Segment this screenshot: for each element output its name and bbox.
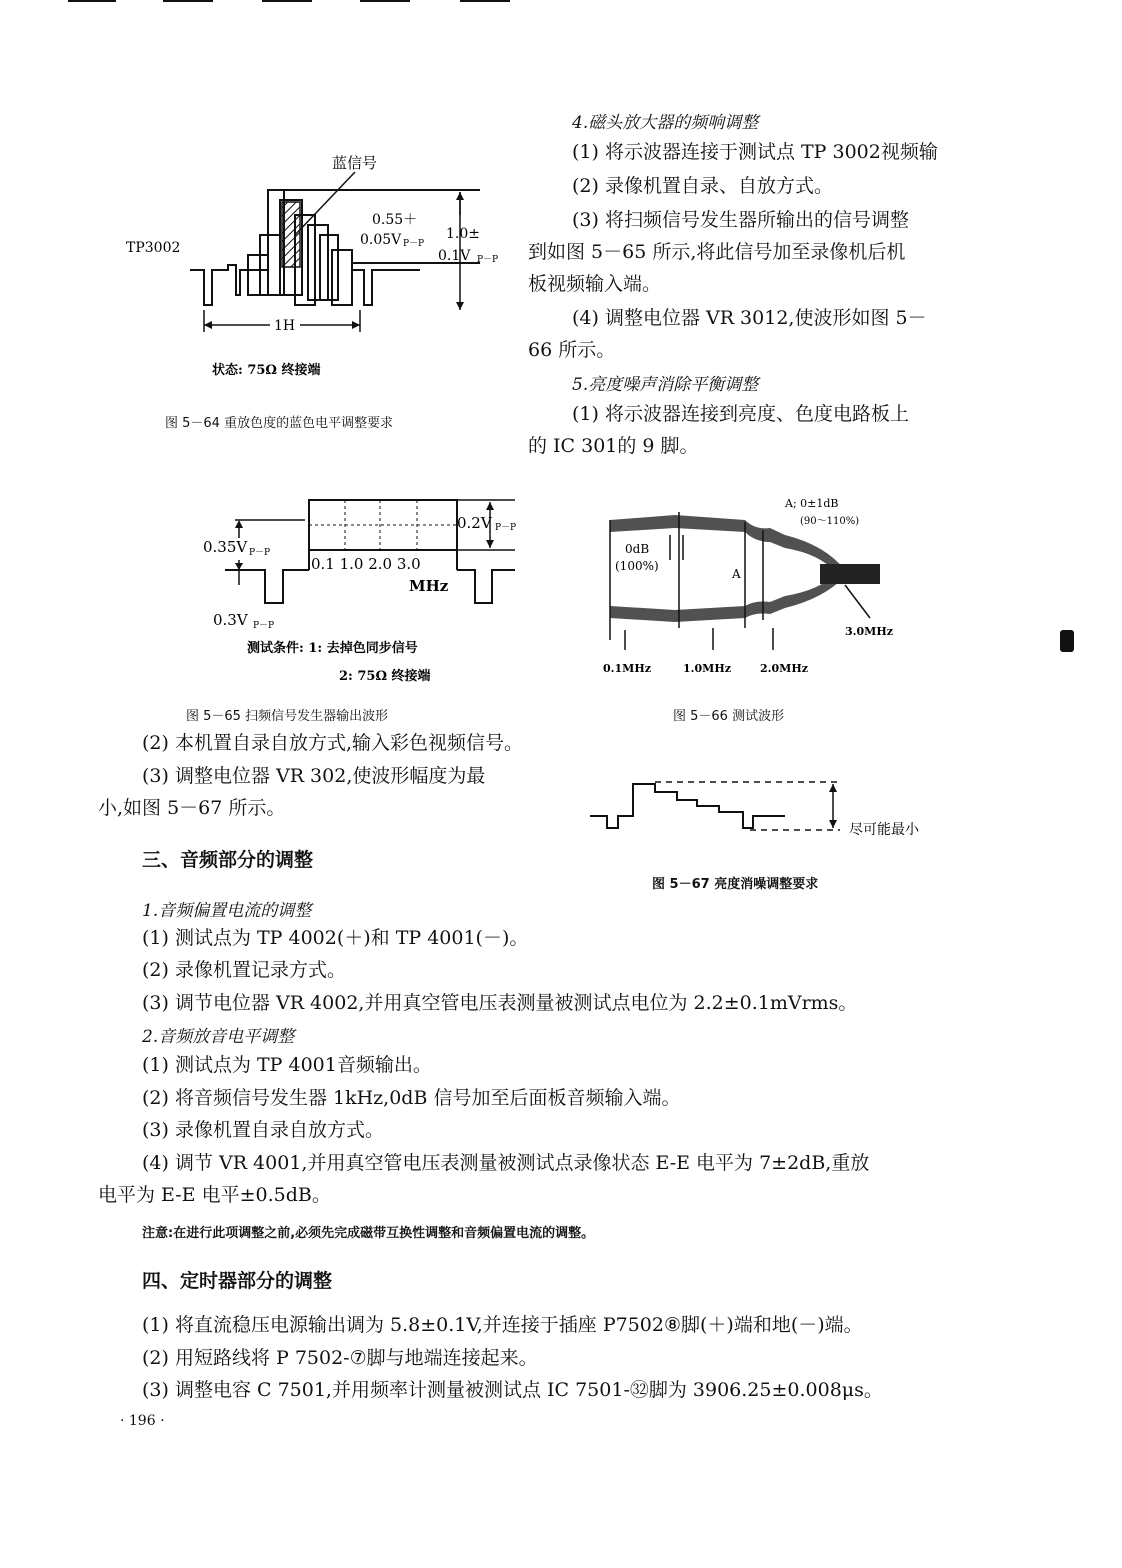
fig66-tail	[820, 564, 880, 584]
margin-tab-mark	[1060, 630, 1074, 652]
paragraph-line: (3) 将扫频信号发生器所输出的信号调整	[572, 209, 909, 231]
paragraph-line: (4) 调节 VR 4001,并用真空管电压表测量被测试点录像状态 E-E 电平为 7±2dB,重放	[142, 1152, 870, 1174]
paragraph-line: (1) 将直流稳压电源输出调为 5.8±0.1V,并连接于插座 P7502⑧脚(＋)端和地(－)端。	[142, 1314, 863, 1336]
fig65-v02sub: P－P	[495, 523, 517, 533]
paragraph-line: 66 所示。	[528, 339, 616, 361]
heading-head-amp: 4.磁头放大器的频响调整	[572, 113, 759, 133]
figure-5-67	[585, 770, 965, 845]
fig66-a: A	[732, 567, 741, 581]
fig64-v1b: 0.05V	[360, 232, 402, 248]
fig64-tp-label: TP3002	[126, 240, 181, 256]
fig65-cond1: 测试条件: 1: 去掉色同步信号	[247, 641, 418, 656]
fig66-odb: 0dB	[625, 542, 650, 556]
paragraph-line: 到如图 5－65 所示,将此信号加至录像机后机	[528, 241, 906, 263]
fig66-a-range: (90～110%)	[800, 516, 860, 527]
fig65-v03: 0.3V	[213, 611, 248, 629]
figure-5-65	[195, 490, 535, 690]
fig66-lower-band	[610, 574, 845, 622]
fig66-pct: (100%)	[615, 559, 659, 573]
paragraph-line: (1) 将示波器连接于测试点 TP 3002视频输	[572, 141, 938, 163]
fig65-v035: 0.35V	[203, 538, 248, 556]
section-timer: 四、定时器部分的调整	[142, 1270, 333, 1292]
fig64-v1sub: P－P	[403, 239, 425, 249]
fig64-v2b: 0.1V	[438, 248, 471, 264]
fig64-state: 状态: 75Ω 终接端	[212, 363, 321, 378]
paragraph-line: (1) 测试点为 TP 4002(＋)和 TP 4001(－)。	[142, 927, 529, 949]
fig67-label: 尽可能最小	[849, 822, 919, 838]
fig64-v1a: 0.55＋	[372, 212, 418, 228]
paragraph-line: (2) 用短路线将 P 7502-⑦脚与地端连接起来。	[142, 1347, 538, 1369]
fig65-cond2: 2: 75Ω 终接端	[339, 669, 431, 684]
paragraph-line: (3) 录像机置自录自放方式。	[142, 1119, 384, 1141]
fig67-caption: 图 5－67 亮度消噪调整要求	[652, 877, 819, 892]
paragraph-line: (4) 调整电位器 VR 3012,使波形如图 5－	[572, 307, 927, 329]
fig66-f01: 0.1MHz	[603, 662, 651, 675]
paragraph-line: (2) 录像机置自录、自放方式。	[572, 175, 833, 197]
heading-luma-noise: 5.亮度噪声消除平衡调整	[572, 375, 759, 395]
paragraph-line: (3) 调节电位器 VR 4002,并用真空管电压表测量被测试点电位为 2.2±0.1mVrms。	[142, 992, 858, 1014]
paragraph-line: (2) 录像机置记录方式。	[142, 959, 346, 981]
fig65-freqs: 0.1 1.0 2.0 3.0	[311, 555, 421, 573]
fig65-caption: 图 5－65 扫频信号发生器输出波形	[186, 709, 389, 724]
paragraph-line: (1) 测试点为 TP 4001音频输出。	[142, 1054, 432, 1076]
heading-audio-bias: 1.音频偏置电流的调整	[142, 901, 312, 921]
page-number: · 196 ·	[120, 1413, 165, 1429]
section-audio: 三、音频部分的调整	[142, 849, 314, 871]
fig64-v2sub: P－P	[477, 255, 499, 265]
top-mark-4	[360, 0, 410, 2]
paragraph-line: 小,如图 5－67 所示。	[98, 797, 286, 819]
top-mark-5	[460, 0, 510, 2]
top-mark-2	[163, 0, 213, 2]
paragraph-line: (1) 将示波器连接到亮度、色度电路板上	[572, 403, 909, 425]
top-mark-3	[262, 0, 312, 2]
fig65-v035sub: P－P	[249, 548, 271, 558]
paragraph-line: 电平为 E-E 电平±0.5dB。	[98, 1184, 331, 1206]
fig64-v2a: 1.0±	[446, 226, 480, 242]
fig66-a-label: A; 0±1dB	[785, 497, 839, 510]
fig64-caption: 图 5－64 重放色度的蓝色电平调整要求	[165, 416, 394, 431]
fig65-v02: 0.2V	[457, 514, 492, 532]
fig64-blue-label: 蓝信号	[332, 154, 378, 172]
figure-5-64	[120, 140, 520, 400]
paragraph-line: (2) 本机置自录自放方式,输入彩色视频信号。	[142, 732, 523, 754]
heading-audio-level: 2.音频放音电平调整	[142, 1027, 295, 1047]
fig66-f30: 3.0MHz	[845, 625, 893, 638]
paragraph-line: 的 IC 301的 9 脚。	[528, 435, 699, 457]
fig65-mhz: MHz	[409, 577, 449, 595]
fig66-caption: 图 5－66 测试波形	[673, 709, 785, 724]
paragraph-line: 板视频输入端。	[528, 273, 662, 295]
paragraph-line: (3) 调整电容 C 7501,并用频率计测量被测试点 IC 7501-㉜脚为 3906.25±0.008μs。	[142, 1379, 883, 1401]
fig64-1h-label: 1H	[274, 318, 296, 334]
paragraph-line: (3) 调整电位器 VR 302,使波形幅度为最	[142, 765, 486, 787]
audio-note: 注意:在进行此项调整之前,必须先完成磁带互换性调整和音频偏置电流的调整。	[142, 1226, 595, 1241]
paragraph-line: (2) 将音频信号发生器 1kHz,0dB 信号加至后面板音频输入端。	[142, 1087, 681, 1109]
fig66-f20: 2.0MHz	[760, 662, 808, 675]
fig65-v03sub: P－P	[253, 621, 275, 631]
fig66-f10: 1.0MHz	[683, 662, 731, 675]
top-mark-1	[68, 0, 116, 2]
figure-5-66	[595, 490, 925, 685]
